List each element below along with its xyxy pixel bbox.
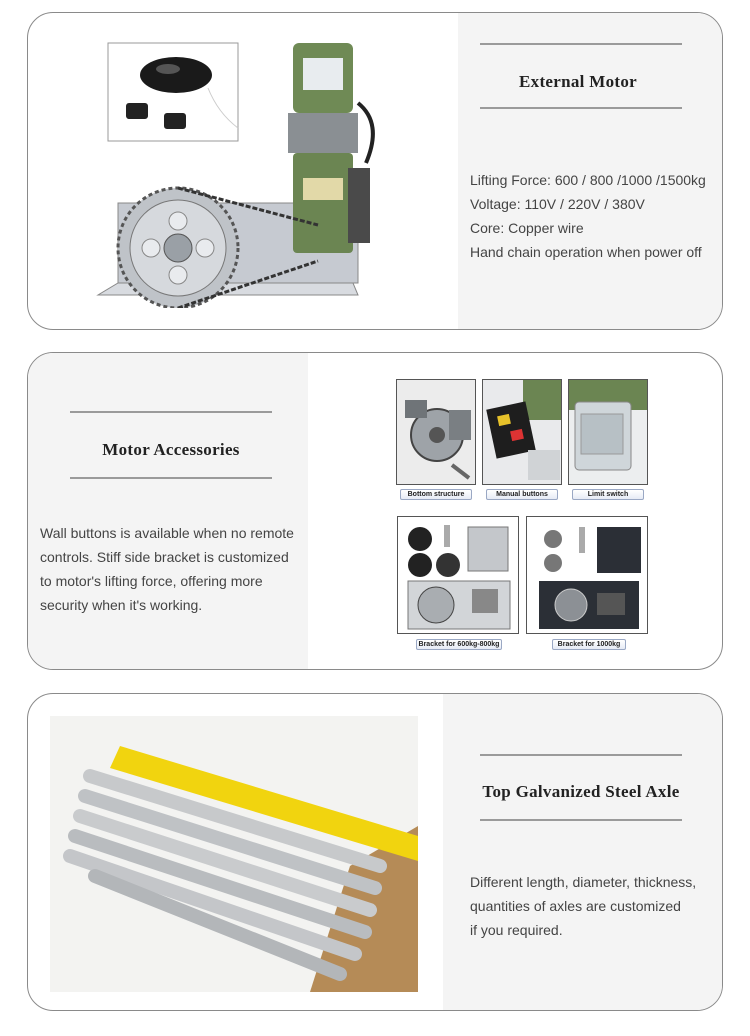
section-title: Motor Accessories	[102, 440, 240, 459]
steel-axle-card	[27, 693, 723, 1011]
title-rule-bottom	[480, 819, 682, 821]
motor-accessories-card	[27, 352, 723, 670]
spec-voltage: Voltage: 110V / 220V / 380V	[470, 196, 645, 212]
title-rule-top	[480, 43, 682, 45]
spec-lifting-force: Lifting Force: 600 / 800 /1000 /1500kg	[470, 172, 706, 188]
bracket-label-600-800: Bracket for 600kg-800kg	[416, 639, 502, 650]
title-rule-top	[70, 411, 272, 413]
spec-list	[470, 168, 706, 264]
thumb-label-bottom-structure: Bottom structure	[400, 489, 472, 500]
section-title: External Motor	[519, 72, 637, 91]
axle-description	[470, 870, 696, 942]
external-motor-card	[27, 12, 723, 330]
title-rule-bottom	[70, 477, 272, 479]
description-line: quantities of axles are customized	[470, 898, 681, 914]
bracket-label-1000: Bracket for 1000kg	[552, 639, 626, 650]
spec-hand-chain: Hand chain operation when power off	[470, 244, 702, 260]
description-line: Different length, diameter, thickness,	[470, 874, 697, 890]
steel-axle-text-panel	[443, 694, 722, 1010]
bracket-600-800-image	[397, 516, 519, 634]
accessories-description	[40, 521, 294, 617]
description-line: if you required.	[470, 922, 563, 938]
description-line: Wall buttons is available when no remote	[40, 525, 294, 541]
title-rule-bottom	[480, 107, 682, 109]
motor-accessories-text-panel	[28, 353, 308, 669]
description-line: controls. Stiff side bracket is customized	[40, 549, 289, 565]
bottom-structure-image	[396, 379, 476, 485]
bracket-1000-image	[526, 516, 648, 634]
thumb-label-limit-switch: Limit switch	[572, 489, 644, 500]
section-title: Top Galvanized Steel Axle	[482, 782, 680, 801]
description-line: security when it's working.	[40, 597, 203, 613]
thumb-label-manual-buttons: Manual buttons	[486, 489, 558, 500]
steel-axle-photo	[50, 716, 418, 992]
description-line: to motor's lifting force, offering more	[40, 573, 263, 589]
title-rule-top	[480, 754, 682, 756]
external-motor-photo	[88, 33, 433, 308]
manual-buttons-image	[482, 379, 562, 485]
limit-switch-image	[568, 379, 648, 485]
spec-core: Core: Copper wire	[470, 220, 584, 236]
